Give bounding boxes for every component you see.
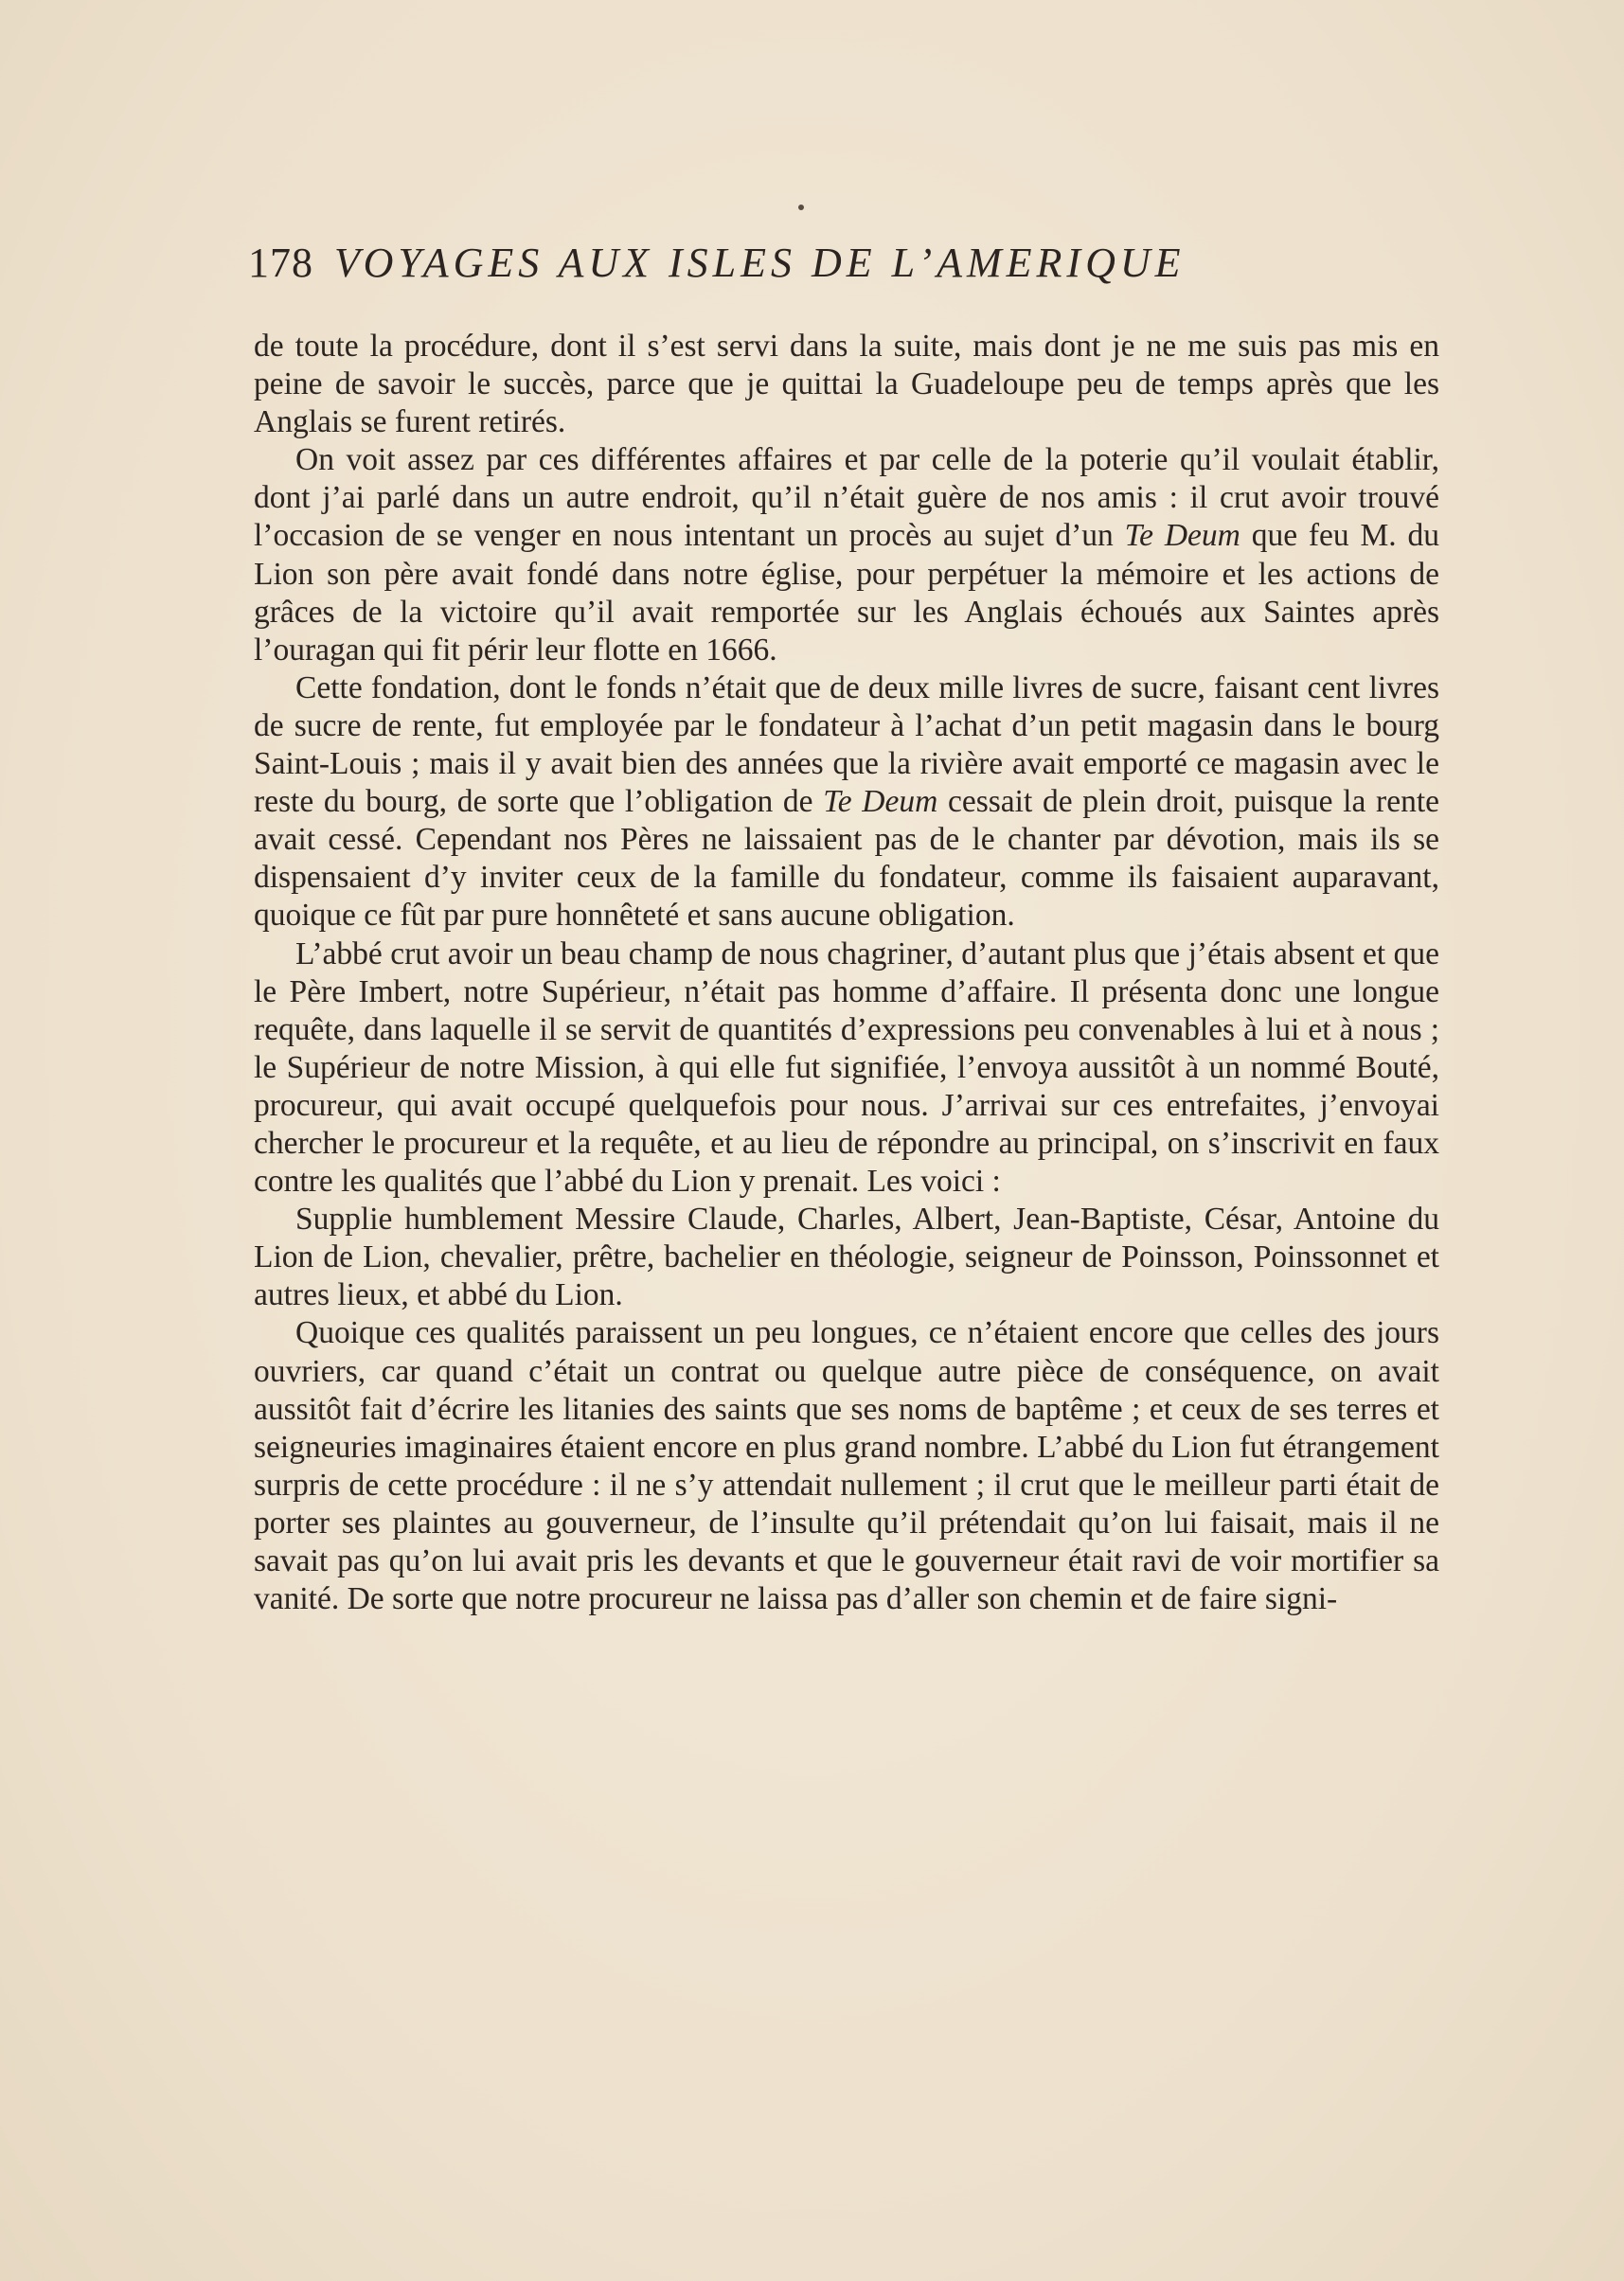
running-head <box>248 230 1441 296</box>
paragraph-6: Quoique ces qualités paraissent un peu longues, ce n’étaient encore que celles des jours ouvriers, car quand c’était un contrat ou quelque autre pièce de conséquence, on avait aussitôt fait d’écrire les litanies des saints que ses noms de baptême ; et ceux de ses terres et seigneuries imaginaires étaient encore en plus grand nombre. L’abbé du Lion fut étrangement surpris de cette procédure : il ne s’y attendait nullement ; il crut que le meilleur parti était de porter ses plaintes au gouverneur, de l’insulte qu’il prétendait qu’on lui faisait, mais il ne savait pas qu’on lui avait pris les devants et que le gouverneur était ravi de voir mortifier sa vanité. De sorte que notre procureur ne laissa pas d’aller son chemin et de faire signi- <box>254 1315 1439 1617</box>
paragraph-4: L’abbé crut avoir un beau champ de nous chagriner, d’autant plus que j’étais absent et que le Père Imbert, notre Supérieur, n’était pas homme d’affaire. Il présenta donc une longue requête, dans laquelle il se servit de quantités d’expressions peu convenables à lui et à nous ; le Supérieur de notre Mission, à qui elle fut signifiée, l’envoya aussitôt à un nommé Bouté, procureur, qui avait occupé quelquefois pour nous. J’arrivai sur ces entrefaites, j’envoyai chercher le procureur et la requête, et au lieu de répondre au principal, on s’inscrivit en faux contre les qualités que l’abbé du Lion y prenait. Les voici : <box>254 936 1439 1200</box>
paragraph-3-italic: Te Deum <box>823 784 938 820</box>
paragraph-3 <box>254 669 1439 936</box>
paragraph-1: de toute la procédure, dont il s’est servi dans la suite, mais dont je ne me suis pas mis en peine de savoir le succès, parce que je quittai la Guadeloupe peu de temps après que les Anglais se furent retirés. <box>254 329 1439 440</box>
paragraph-2-text-b: que feu M. du Lion son père avait fondé dans notre église, pour perpétuer la mémoire et les actions de grâces de la victoire qu’il avait remportée sur les Anglais échoués aux Saintes après l’ouragan qui fit périr leur flotte en 1666. <box>254 518 1439 668</box>
paragraph-3-text-b: cessait de plein droit, puisque la rente avait cessé. Cependant nos Pères ne laissaient pas de le chanter par dévotion, mais ils se dispensaient d’y inviter ceux de la famille du fondateur, comme ils faisaient auparavant, quoique ce fût par pure honnêteté et sans aucune obligation. <box>254 784 1439 934</box>
book-title: VOYAGES AUX ISLES DE L’AMERIQUE <box>334 240 1186 286</box>
paragraph-2 <box>254 441 1439 669</box>
paragraph-3-text-a: Cette fondation, dont le fonds n’était que de deux mille livres de sucre, faisant cent livres de sucre de rente, fut employée par le fondateur à l’achat d’un petit magasin dans le bourg Saint-Louis ; mais il y avait bien des années que la rivière avait emporté ce magasin avec le reste du bourg, de sorte que l’obligation de <box>254 669 1439 820</box>
paragraph-2-text-a: On voit assez par ces différentes affaires et par celle de la poterie qu’il voulait établir, dont j’ai parlé dans un autre endroit, qu’il n’était guère de nos amis : il crut avoir trouvé l’occasion de se venger en nous intentant un procès au sujet d’un <box>254 442 1439 554</box>
body-text <box>254 328 1439 1618</box>
paragraph-5: Supplie humblement Messire Claude, Charles, Albert, Jean-Baptiste, César, Antoine du Lion de Lion, chevalier, prêtre, bachelier en théologie, seigneur de Poinsson, Poinssonnet et autres lieux, et abbé du Lion. <box>254 1202 1439 1313</box>
page-number: 178 <box>248 240 313 286</box>
paragraph-2-italic: Te Deum <box>1124 518 1240 554</box>
printer-mark <box>798 205 804 210</box>
